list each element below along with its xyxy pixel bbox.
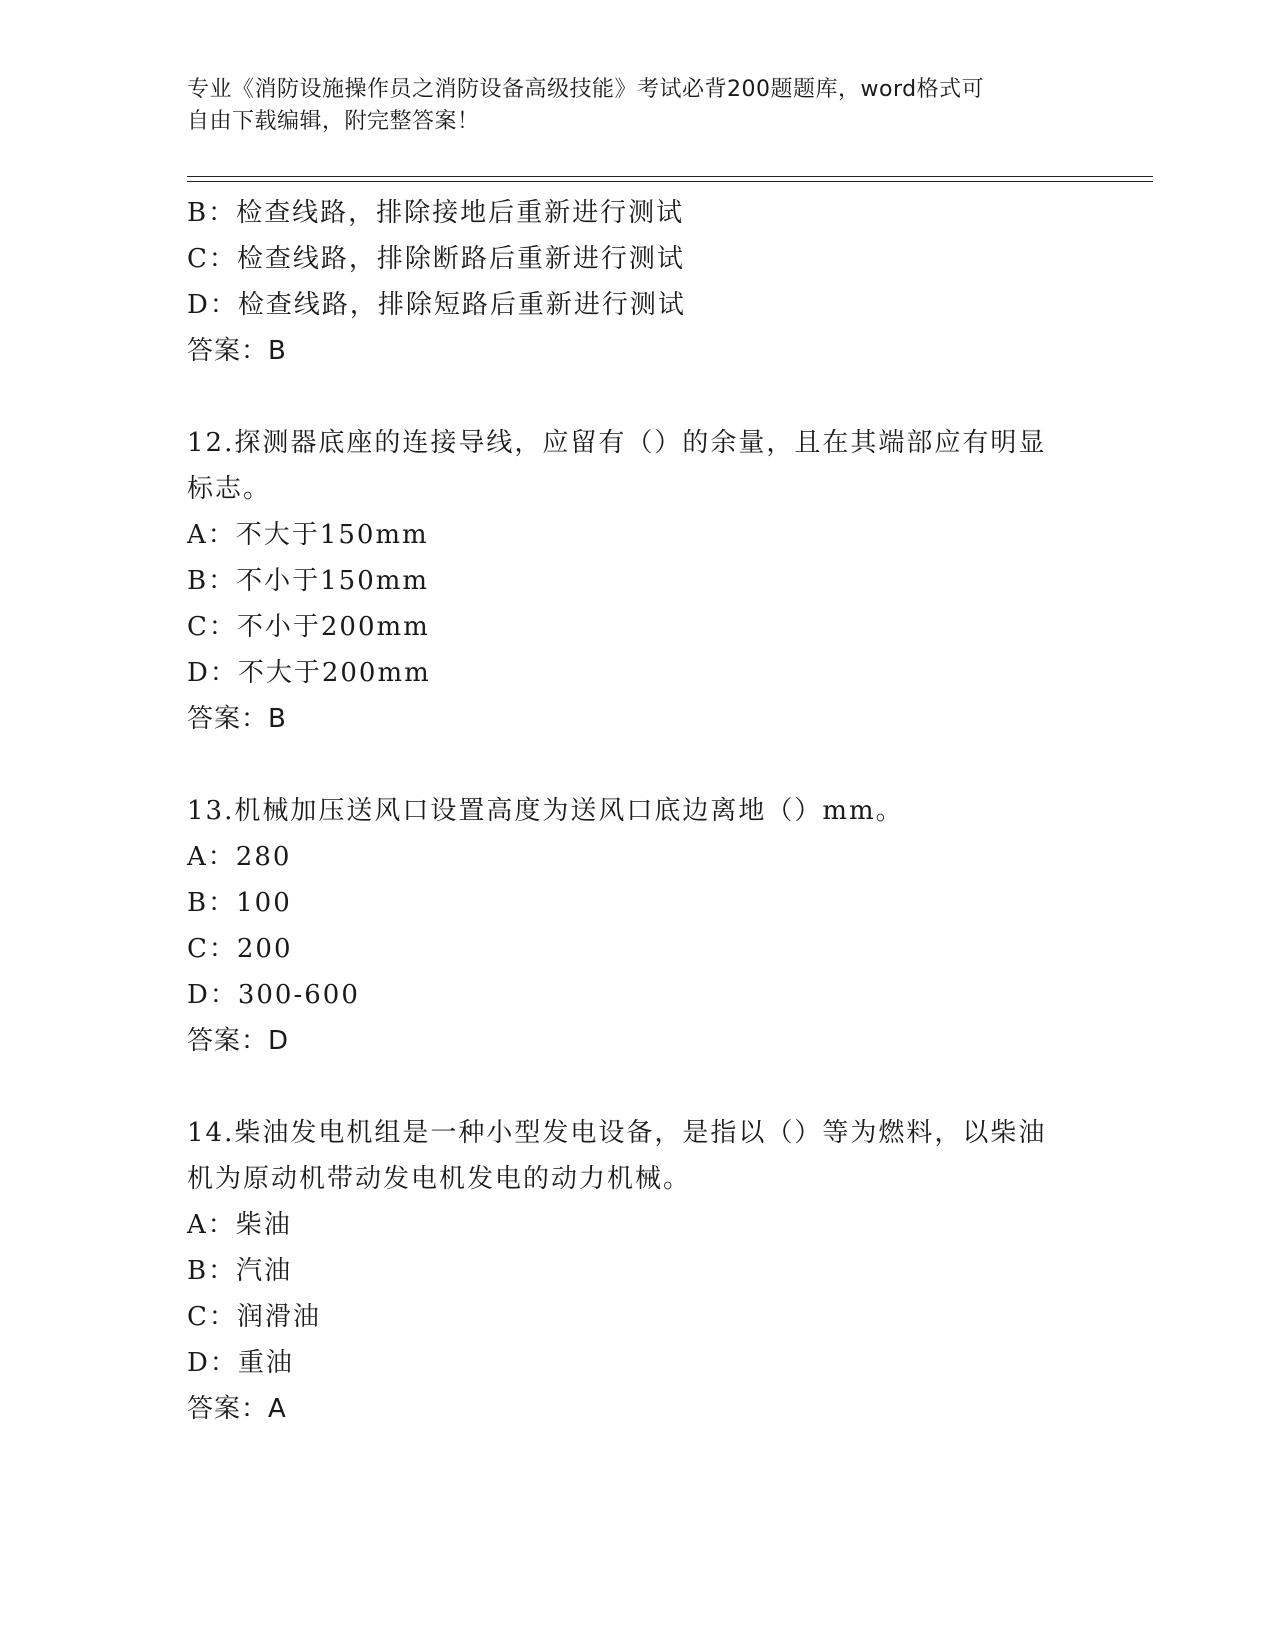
option-a: A：不大于150mm [187, 520, 429, 550]
question-text: 13.机械加压送风口设置高度为送风口底边离地（）mm。 [187, 796, 904, 826]
option-c: C：不小于200mm [187, 612, 430, 642]
header-divider-top [187, 176, 1153, 177]
question-13 [187, 788, 1087, 1064]
answer: 答案：D [187, 1026, 290, 1056]
spacer [187, 1064, 1087, 1110]
question-text: 12.探测器底座的连接导线，应留有（）的余量，且在其端部应有明显 [187, 428, 1047, 458]
option-b: B：检查线路，排除接地后重新进行测试 [187, 198, 685, 228]
answer: 答案：A [187, 1394, 287, 1424]
spacer [187, 374, 1087, 420]
option-b: B：汽油 [187, 1256, 293, 1286]
option-d: D：300-600 [187, 980, 360, 1010]
question-text: 14.柴油发电机组是一种小型发电设备，是指以（）等为燃料，以柴油 [187, 1118, 1047, 1148]
option-c: C：润滑油 [187, 1302, 321, 1332]
header-line-1: 专业《消防设施操作员之消防设备高级技能》考试必背200题题库，word格式可 [187, 77, 985, 102]
spacer [187, 742, 1087, 788]
option-d: D：重油 [187, 1348, 294, 1378]
question-text-cont: 标志。 [187, 474, 272, 504]
option-b: B：不小于150mm [187, 566, 430, 596]
question-text-cont: 机为原动机带动发电机发电的动力机械。 [187, 1164, 692, 1194]
question-12 [187, 420, 1087, 742]
answer: 答案：B [187, 336, 287, 366]
option-c: C：200 [187, 934, 293, 964]
option-d: D：检查线路，排除短路后重新进行测试 [187, 290, 686, 320]
option-a: A：280 [187, 842, 292, 872]
question-list [187, 190, 1087, 1432]
header-divider-bottom [187, 181, 1153, 182]
header-line-2: 自由下载编辑，附完整答案！ [187, 109, 480, 134]
option-c: C：检查线路，排除断路后重新进行测试 [187, 244, 685, 274]
option-a: A：柴油 [187, 1210, 292, 1240]
document-header [187, 74, 1067, 138]
option-b: B：100 [187, 888, 292, 918]
question-11-continued [187, 190, 1087, 374]
option-d: D：不大于200mm [187, 658, 431, 688]
question-14 [187, 1110, 1087, 1432]
answer: 答案：B [187, 704, 287, 734]
